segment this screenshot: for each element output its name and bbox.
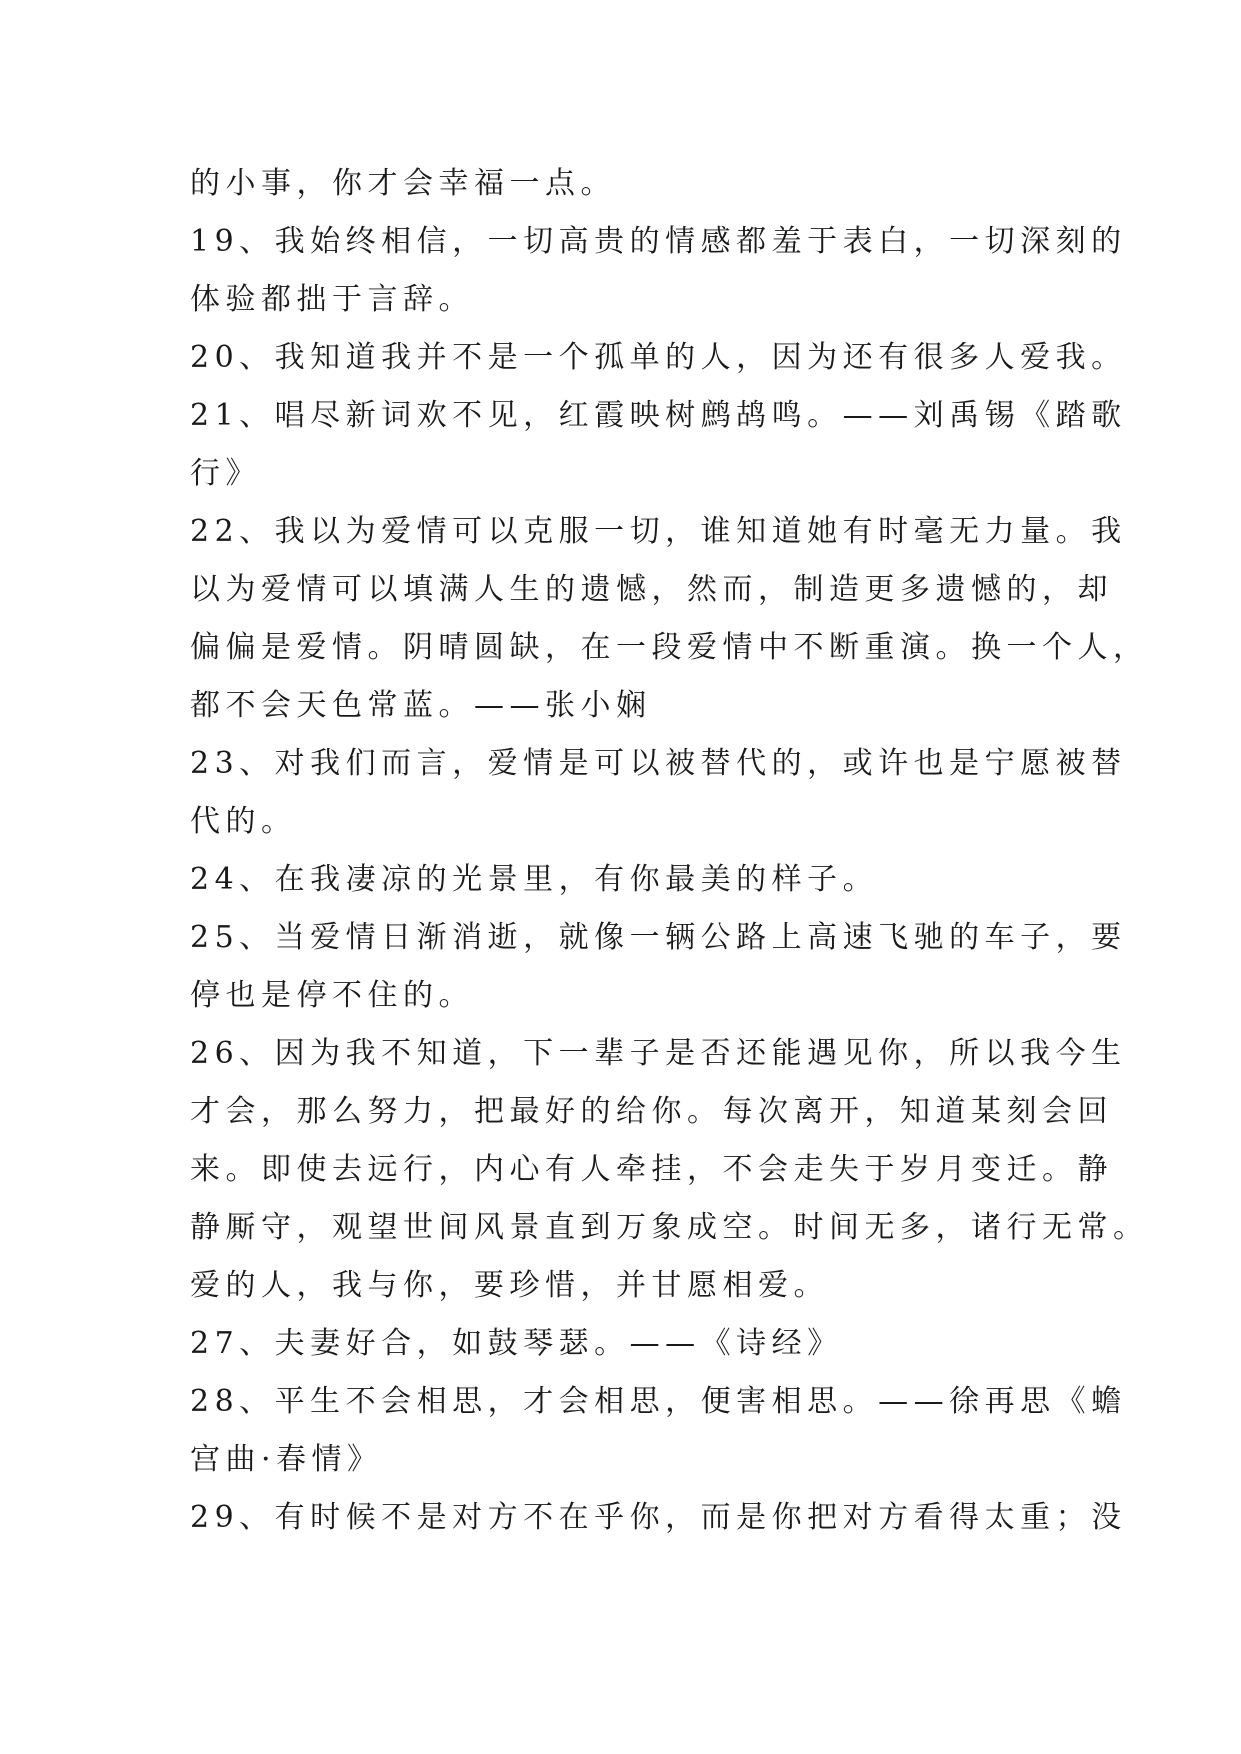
text-line: 25、当爱情日渐消逝，就像一辆公路上高速飞驰的车子，要 bbox=[190, 920, 1127, 955]
text-line: 来。即使去远行，内心有人牵挂，不会走失于岁月变迁。静 bbox=[190, 1152, 1113, 1187]
text-line: 都不会天色常蓝。——张小娴 bbox=[190, 688, 652, 723]
text-line: 偏偏是爱情。阴晴圆缺，在一段爱情中不断重演。换一个人， bbox=[190, 630, 1149, 665]
document-body bbox=[190, 155, 1149, 1547]
text-line: 26、因为我不知道，下一辈子是否还能遇见你，所以我今生 bbox=[190, 1036, 1127, 1071]
text-line: 体验都拙于言辞。 bbox=[190, 282, 474, 317]
text-line: 以为爱情可以填满人生的遗憾，然而，制造更多遗憾的，却 bbox=[190, 572, 1113, 607]
text-line: 29、有时候不是对方不在乎你，而是你把对方看得太重；没 bbox=[190, 1500, 1127, 1535]
text-line: 才会，那么努力，把最好的给你。每次离开，知道某刻会回 bbox=[190, 1094, 1113, 1129]
text-line: 20、我知道我并不是一个孤单的人，因为还有很多人爱我。 bbox=[190, 340, 1127, 375]
text-line: 行》 bbox=[190, 456, 261, 491]
text-line: 代的。 bbox=[190, 804, 297, 839]
text-line: 28、平生不会相思，才会相思，便害相思。——徐再思《蟾 bbox=[190, 1384, 1127, 1419]
text-line: 21、唱尽新词欢不见，红霞映树鹧鸪鸣。——刘禹锡《踏歌 bbox=[190, 398, 1127, 433]
text-line: 的小事，你才会幸福一点。 bbox=[190, 166, 616, 201]
text-line: 宫曲·春情》 bbox=[190, 1442, 383, 1477]
text-line: 停也是停不住的。 bbox=[190, 978, 474, 1013]
text-line: 爱的人，我与你，要珍惜，并甘愿相爱。 bbox=[190, 1268, 829, 1303]
text-line: 23、对我们而言，爱情是可以被替代的，或许也是宁愿被替 bbox=[190, 746, 1127, 781]
text-line: 静厮守，观望世间风景直到万象成空。时间无多，诸行无常。 bbox=[190, 1210, 1149, 1245]
text-line: 24、在我凄凉的光景里，有你最美的样子。 bbox=[190, 862, 879, 897]
text-line: 22、我以为爱情可以克服一切，谁知道她有时毫无力量。我 bbox=[190, 514, 1127, 549]
text-line: 19、我始终相信，一切高贵的情感都羞于表白，一切深刻的 bbox=[190, 224, 1127, 259]
text-line: 27、夫妻好合，如鼓琴瑟。——《诗经》 bbox=[190, 1326, 843, 1361]
